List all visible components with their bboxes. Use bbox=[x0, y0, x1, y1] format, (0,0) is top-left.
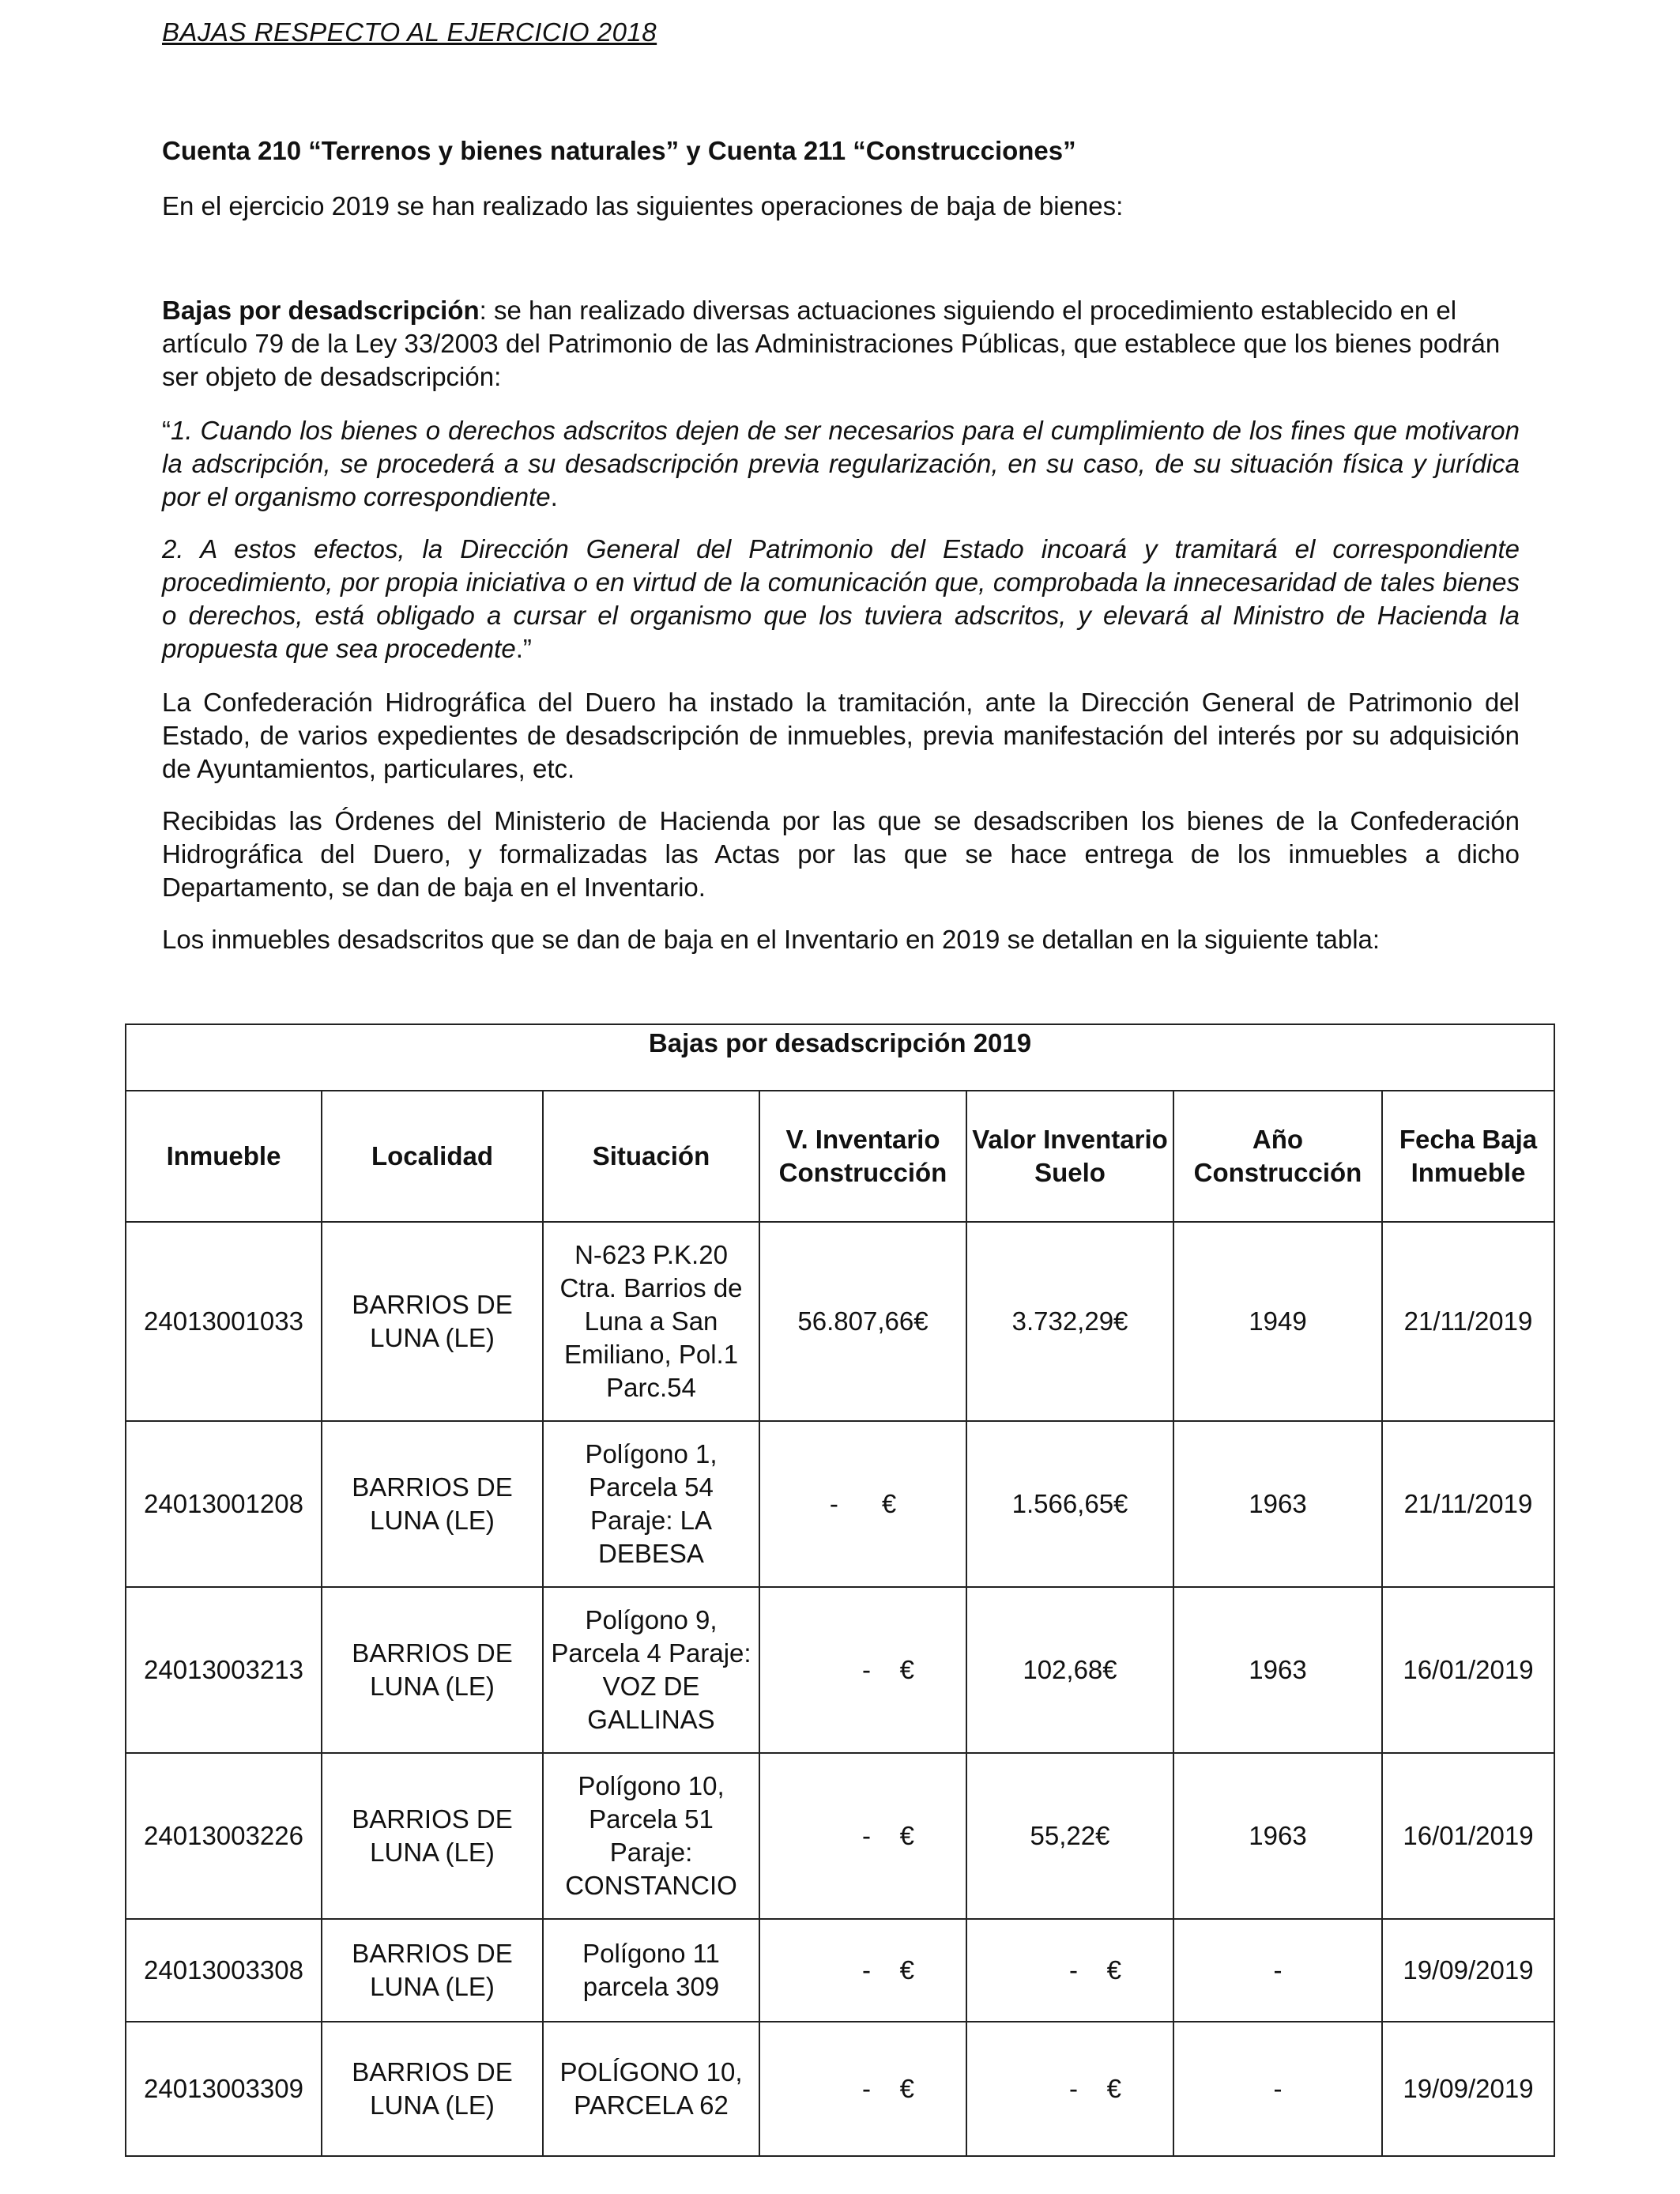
cell-anio: - bbox=[1173, 2022, 1382, 2156]
cell-inmueble: 24013003308 bbox=[126, 1919, 322, 2022]
cell-fecha: 19/09/2019 bbox=[1382, 2022, 1554, 2156]
header-localidad: Localidad bbox=[322, 1091, 543, 1222]
table-row bbox=[126, 1222, 1554, 1421]
desadscripcion-text: : se han realizado diversas actuaciones siguiendo el procedimiento establecido en el artículo 79 de la Ley 33/2003 del Patrimonio de las Administraciones Públicas, que establece que los bienes podrán ser objeto de desadscripción: bbox=[162, 296, 1501, 391]
cell-fecha: 16/01/2019 bbox=[1382, 1587, 1554, 1753]
cell-situacion: Polígono 11 parcela 309 bbox=[543, 1919, 759, 2022]
cell-v-construccion: - € bbox=[759, 1753, 966, 1919]
cell-anio: 1963 bbox=[1173, 1753, 1382, 1919]
cell-localidad: BARRIOS DE LUNA (LE) bbox=[322, 1587, 543, 1753]
cell-v-construccion: - € bbox=[759, 1587, 966, 1753]
table-row bbox=[126, 1587, 1554, 1753]
cell-v-suelo: 102,68€ bbox=[966, 1587, 1173, 1753]
cell-situacion: Polígono 10, Parcela 51 Paraje: CONSTANCIO bbox=[543, 1753, 759, 1919]
header-fecha: Fecha Baja Inmueble bbox=[1382, 1091, 1554, 1222]
cell-v-suelo: 3.732,29€ bbox=[966, 1222, 1173, 1421]
cell-localidad: BARRIOS DE LUNA (LE) bbox=[322, 1919, 543, 2022]
quote-paragraph-2 bbox=[162, 533, 1520, 665]
header-anio: Año Construcción bbox=[1173, 1091, 1382, 1222]
cell-situacion: POLÍGONO 10, PARCELA 62 bbox=[543, 2022, 759, 2156]
table-row bbox=[126, 1753, 1554, 1919]
confederacion-paragraph: La Confederación Hidrográfica del Duero ha instado la tramitación, ante la Dirección General de Patrimonio del Estado, de varios expedientes de desadscripción de inmuebles, previa manifestación del interés por su adquisición de Ayuntamientos, particulares, etc. bbox=[162, 688, 1520, 783]
cell-v-suelo: 1.566,65€ bbox=[966, 1421, 1173, 1587]
table-title: Bajas por desadscripción 2019 bbox=[126, 1024, 1554, 1091]
cell-v-construccion: 56.807,66€ bbox=[759, 1222, 966, 1421]
desadscripcion-paragraph bbox=[162, 294, 1520, 394]
cell-anio: 1949 bbox=[1173, 1222, 1382, 1421]
cell-localidad: BARRIOS DE LUNA (LE) bbox=[322, 1421, 543, 1587]
intro-paragraph: En el ejercicio 2019 se han realizado las siguientes operaciones de baja de bienes: bbox=[162, 191, 1124, 221]
quote-1-text: 1. Cuando los bienes o derechos adscritos dejen de ser necesarios para el cumplimiento de los fines que motivaron la adscripción, se procederá a su desadscripción previa regularización, en su caso, de su situación física y jurídica por el organismo correspondiente bbox=[162, 416, 1520, 511]
quote-open-mark: “ bbox=[162, 416, 171, 445]
cell-v-suelo: 55,22€ bbox=[966, 1753, 1173, 1919]
quote-paragraph-1 bbox=[162, 414, 1520, 514]
cell-anio: 1963 bbox=[1173, 1587, 1382, 1753]
cell-inmueble: 24013001033 bbox=[126, 1222, 322, 1421]
header-v-suelo: Valor Inventario Suelo bbox=[966, 1091, 1173, 1222]
cell-fecha: 16/01/2019 bbox=[1382, 1753, 1554, 1919]
cell-localidad: BARRIOS DE LUNA (LE) bbox=[322, 1222, 543, 1421]
cell-inmueble: 24013003226 bbox=[126, 1753, 322, 1919]
cell-fecha: 21/11/2019 bbox=[1382, 1222, 1554, 1421]
cell-inmueble: 24013003309 bbox=[126, 2022, 322, 2156]
cell-inmueble: 24013001208 bbox=[126, 1421, 322, 1587]
header-situacion: Situación bbox=[543, 1091, 759, 1222]
cell-anio: - bbox=[1173, 1919, 1382, 2022]
quote-1-end: . bbox=[550, 482, 558, 511]
cell-v-construccion: - € bbox=[759, 1919, 966, 2022]
cell-situacion: Polígono 9, Parcela 4 Paraje: VOZ DE GALLINAS bbox=[543, 1587, 759, 1753]
cell-localidad: BARRIOS DE LUNA (LE) bbox=[322, 2022, 543, 2156]
ordenes-paragraph: Recibidas las Órdenes del Ministerio de Hacienda por las que se desadscriben los bienes de la Confederación Hidrográfica del Duero, y formalizadas las Actas por las que se hace entrega de los inmuebles a dicho Departamento, se dan de baja en el Inventario. bbox=[162, 806, 1520, 902]
running-head: BAJAS RESPECTO AL EJERCICIO 2018 bbox=[162, 17, 657, 47]
cell-inmueble: 24013003213 bbox=[126, 1587, 322, 1753]
cell-fecha: 21/11/2019 bbox=[1382, 1421, 1554, 1587]
quote-2-text: 2. A estos efectos, la Dirección General del Patrimonio del Estado incoará y tramitará el correspondiente procedimiento, por propia iniciativa o en virtud de la comunicación que, comprobada la innecesaridad de tales bienes o derechos, está obligado a cursar el organismo que los tuviera adscritos, y elevará al Ministro de Hacienda la propuesta que sea procedente bbox=[162, 534, 1520, 663]
cell-situacion: Polígono 1, Parcela 54 Paraje: LA DEBESA bbox=[543, 1421, 759, 1587]
table-intro-paragraph: Los inmuebles desadscritos que se dan de baja en el Inventario en 2019 se detallan en la siguiente tabla: bbox=[162, 925, 1381, 954]
cell-localidad: BARRIOS DE LUNA (LE) bbox=[322, 1753, 543, 1919]
cell-anio: 1963 bbox=[1173, 1421, 1382, 1587]
section-heading: Cuenta 210 “Terrenos y bienes naturales” y Cuenta 211 “Construcciones” bbox=[162, 136, 1076, 165]
desadscripcion-lead: Bajas por desadscripción bbox=[162, 296, 480, 325]
quote-2-end: .” bbox=[515, 634, 532, 663]
table-row bbox=[126, 1421, 1554, 1587]
cell-v-suelo: - € bbox=[966, 2022, 1173, 2156]
header-inmueble: Inmueble bbox=[126, 1091, 322, 1222]
cell-v-construccion: - € bbox=[759, 2022, 966, 2156]
table-header-row bbox=[126, 1091, 1554, 1222]
table-row bbox=[126, 2022, 1554, 2156]
header-v-construccion: V. Inventario Construcción bbox=[759, 1091, 966, 1222]
cell-v-construccion: - € bbox=[759, 1421, 966, 1587]
cell-v-suelo: - € bbox=[966, 1919, 1173, 2022]
cell-fecha: 19/09/2019 bbox=[1382, 1919, 1554, 2022]
bajas-table bbox=[125, 1023, 1555, 2157]
table-row bbox=[126, 1919, 1554, 2022]
cell-situacion: N-623 P.K.20 Ctra. Barrios de Luna a San Emiliano, Pol.1 Parc.54 bbox=[543, 1222, 759, 1421]
